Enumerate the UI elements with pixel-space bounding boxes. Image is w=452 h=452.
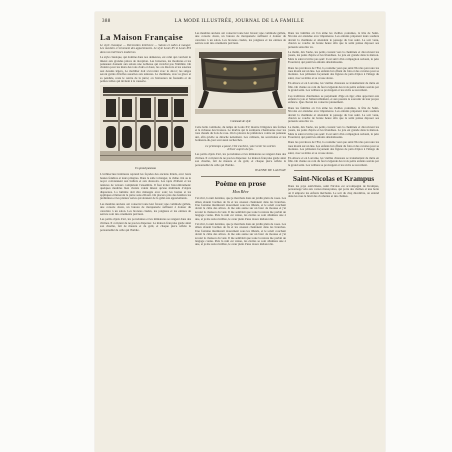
- commode-engraving-image: [195, 48, 286, 114]
- section-title: Saint-Nicolas et Krampus: [292, 173, 375, 183]
- facade-illustration: [100, 85, 191, 170]
- paragraph: Les petits objets d'art, les porcelaines et les miniatures se rangent dans des vitrines. Il convient de ne pas les disperser. La maison française garde ainsi son charme, fait de mesure et de goût, et chaque pièce reflète la personnalité de celle qui l'habite.: [195, 152, 286, 167]
- paragraph: Les petits objets d'art, les porcelaines et les miniatures se rangent dans des vitrines. Il convient de ne pas les disperser. La maison française garde ainsi son charme, fait de mesure et de goût, et chaque pièce reflète la personnalité de celle qui l'habite.: [100, 217, 191, 232]
- paragraph: En Alsace et en Lorraine, les vieilles chansons se transmettent de mère en fille. On chante au coin du feu la légende des trois petits enfants sauvés par le grand saint. Les veillées se prolongent et les récits se succèdent.: [288, 81, 379, 93]
- commode-illustration: [195, 48, 286, 123]
- figure-caption: Un grand panneau: [134, 167, 157, 171]
- column-middle: [195, 32, 286, 446]
- paragraph: L'architecture intérieure reprend les façades des anciens hôtels, avec leurs hautes fenêtres et leurs pilastres. Dans la salle à manger, le chêne ciré ou le noyer conviennent aux buffets et aux dressoirs. Les tapis d'Orient et les tentures de velours complètent l'ensemble. Il faut éviter l'encombrement: quelques meubles bien choisis valent mieux qu'une multitude d'objets disparates. La lumière doit être ménagée avec soin; les lustres et les appliques éclaireront la pièce sans éblouir. On placera près des fenêtres les jardinières et les plantes vertes qui donnent de la gaîté aux appartements.: [100, 172, 191, 201]
- article-signature: JEANNE DE LAUNAY: [254, 168, 286, 173]
- divider: [294, 170, 373, 171]
- paragraph: Le matin, dès l'aube, les petits courent vers la cheminée et découvrent les jouets, les pains d'épice et les friandises. La joie est grande dans la maison. Mais le saint n'arrive pas seul: il est suivi d'un compagnon redouté, le père Fouettard, qui punit les enfants désobéissants.: [288, 124, 379, 139]
- verse-note: Le printemps a passé, l'été s'achève, voici venir les soirées d'hiver auprès du feu.: [205, 143, 276, 152]
- facade-engraving-image: [100, 85, 191, 161]
- paragraph: Les meubles anciens ont conservé toute leur faveur; une commode galbée, une console dorée, un bureau de marqueterie suffisent à donner du caractère à un salon. Les bronzes ciselés, les poignées et les entrées de serrure sont des ornements précieux.: [100, 201, 191, 216]
- running-header: [102, 16, 378, 26]
- paragraph: Les meubles anciens ont conservé toute leur faveur; une commode galbée, une console dorée, un bureau de marqueterie suffisent à donner du caractère à un salon. Les bronzes ciselés, les poignées et les entrées de serrure sont des ornements précieux.: [195, 32, 286, 46]
- magazine-page: [95, 12, 385, 452]
- poem-subtitle: Mon Rêve: [232, 189, 249, 195]
- paragraph: Le style classique, qui domine dans nos demeures, est celui qui convient le mieux aux grandes pièces de réception. Les boiseries, les moulures et les panneaux donnent aux salons une noblesse qui n'exclut pas l'intimité. On choisira pour les murs des tons clairs et doux, les ors discrets et les soieries aux dessins légers. Le mobilier doit s'accorder avec le décor; les sièges seront garnis d'étoffes assorties aux tentures. La cheminée, avec sa glace et sa pendule, reste le centre de la pièce; on l'entourera de fauteuils et de petites tables qui invitent à la causerie.: [100, 55, 191, 84]
- column-left: [100, 32, 191, 446]
- paragraph: Dans les provinces de l'Est, la coutume veut que saint Nicolas parcoure les rues monté sur un âne. Les enfants lui offrent du foin et des carottes pour sa monture. Les pâtissiers façonnent des figures de pain d'épice à l'image du saint, avec sa mitre et sa crosse dorée.: [288, 140, 379, 155]
- paragraph: Dans les familles où l'on aime les vieilles coutumes, la fête de Saint-Nicolas est attendue avec impatience. Les enfants préparent leurs souliers devant la cheminée et attendent le passage du bon saint. Le soir venu, chacun se couche de bonne heure afin que le saint puisse déposer ses présents sans être vu.: [288, 32, 379, 49]
- paragraph: En Alsace et en Lorraine, les vieilles chansons se transmettent de mère en fille. On chante au coin du feu la légende des trois petits enfants sauvés par le grand saint. Les veillées se prolongent et les récits se succèdent.: [288, 156, 379, 167]
- column-right: [288, 32, 379, 446]
- paragraph: Dans les pays autrichiens, saint Nicolas est accompagné de Krampus, personnage velu aux cornes menaçantes, qui porte des chaînes et une hotte où il emporte les enfants méchants. Le soir du cinq décembre, on entend dans les rues le bruit des clochettes et des chaînes.: [288, 183, 379, 199]
- paragraph: Ces traditions charmantes se perpétuent d'âge en âge; elles apportent aux enfants la joie et l'émerveillement, et aux parents le souvenir de leur propre enfance. Que chacun les conserve pieusement.: [288, 93, 379, 105]
- divider: [201, 176, 280, 177]
- paragraph: Cette belle commode, du temps de Louis XV, montre l'élégance des formes et la richesse des bronzes. Le marbre qui la surmonte s'harmonise avec les tons chauds du bois de rose. On la placera de préférence contre un panneau uni, afin qu'elle se détache nettement. Les cabinets, les secrétaires et les bonheurs-du-jour sont aussi recherchés.: [195, 124, 286, 143]
- poem-body: J'ai rêvé, la nuit dernière, que je marchais dans un jardin plein de roses. Les allées étaient bordées de lis et les oiseaux chantaient dans les branches. Une fontaine murmurait doucement sous les tilleuls, et le soleil couchant dorait la cime des arbres. Je me suis assise sur un banc de mousse et j'ai écouté la chanson du vent. Il me semblait que toute la nature me parlait un langage connu. Puis la nuit est venue, les étoiles se sont allumées une à une, et je me suis réveillée, le cœur plein d'une douce mélancolie.: [195, 221, 286, 247]
- paragraph: Dans les provinces de l'Est, la coutume veut que saint Nicolas parcoure les rues monté sur un âne. Les enfants lui offrent du foin et des carottes pour sa monture. Les pâtissiers façonnent des figures de pain d'épice à l'image du saint, avec sa mitre et sa crosse dorée.: [288, 65, 379, 80]
- paragraph: Dans les familles où l'on aime les vieilles coutumes, la fête de Saint-Nicolas est attendue avec impatience. Les enfants préparent leurs souliers devant la cheminée et attendent le passage du bon saint. Le soir venu, chacun se couche de bonne heure afin que le saint puisse déposer ses présents sans être vu.: [288, 105, 379, 124]
- poem-body: J'ai rêvé, la nuit dernière, que je marchais dans un jardin plein de roses. Les allées étaient bordées de lis et les oiseaux chantaient dans les branches. Une fontaine murmurait doucement sous les tilleuls, et le soleil couchant dorait la cime des arbres. Je me suis assise sur un banc de mousse et j'ai écouté la chanson du vent. Il me semblait que toute la nature me parlait un langage connu. Puis la nuit est venue, les étoiles se sont allumées une à une, et je me suis réveillée, le cœur plein d'une douce mélancolie.: [195, 196, 286, 221]
- article-intro: Le style classique — Décoration intérieure — Salons et salles à manger. Les meubles. L'ornement des appartements. Le style Louis XV et Louis XVI dans nos intérieurs modernes.: [100, 43, 191, 54]
- journal-title: LA MODE ILLUSTRÉE, JOURNAL DE LA FAMILLE: [174, 18, 305, 24]
- article-title: La Maison Française: [100, 32, 184, 42]
- figure-caption: Commode de style: [230, 119, 251, 123]
- poem-title: Poème en prose: [215, 179, 266, 189]
- paragraph: Le matin, dès l'aube, les petits courent vers la cheminée et découvrent les jouets, les pains d'épice et les friandises. La joie est grande dans la maison. Mais le saint n'arrive pas seul: il est suivi d'un compagnon redouté, le père Fouettard, qui punit les enfants désobéissants.: [288, 50, 379, 65]
- page-number: 388: [102, 18, 111, 24]
